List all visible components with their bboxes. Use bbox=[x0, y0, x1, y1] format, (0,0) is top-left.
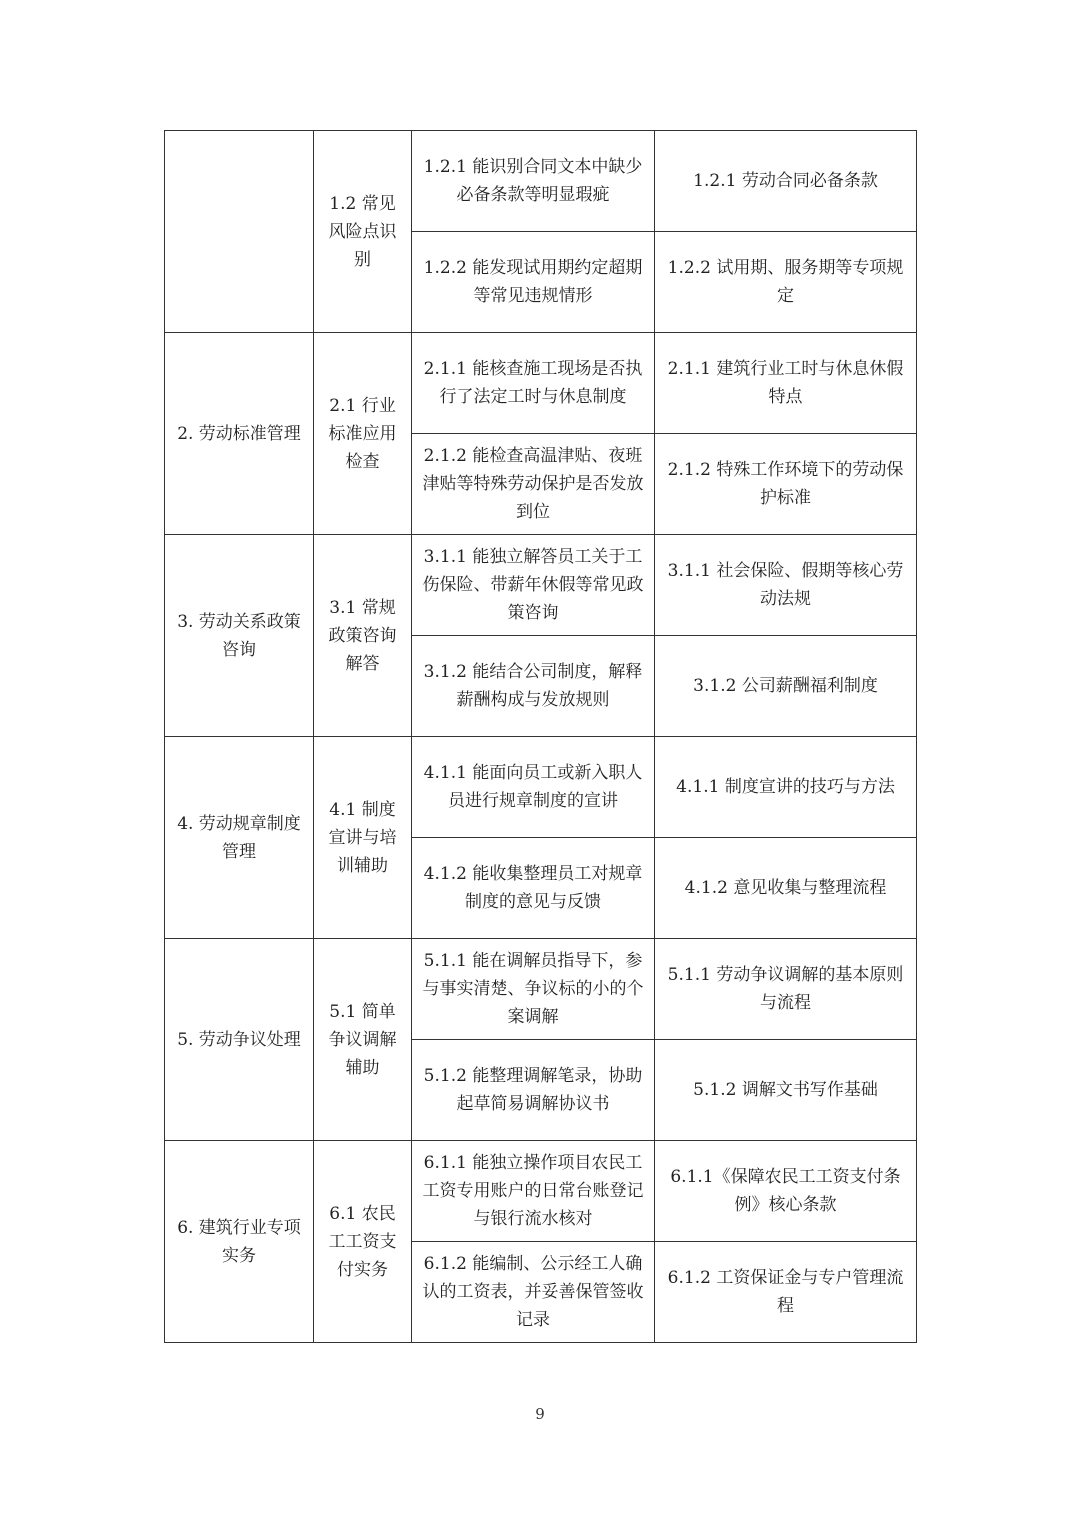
skill-requirement-cell: 2.1.1 能核查施工现场是否执行了法定工时与休息制度 bbox=[412, 333, 655, 434]
skill-requirement-cell: 2.1.2 能检查高温津贴、夜班津贴等特殊劳动保护是否发放到位 bbox=[412, 434, 655, 535]
function-cell: 5. 劳动争议处理 bbox=[165, 939, 314, 1141]
skill-requirement-cell: 6.1.1 能独立操作项目农民工工资专用账户的日常台账登记与银行流水核对 bbox=[412, 1141, 655, 1242]
related-knowledge-cell: 1.2.1 劳动合同必备条款 bbox=[655, 131, 917, 232]
related-knowledge-cell: 1.2.2 试用期、服务期等专项规定 bbox=[655, 232, 917, 333]
table-row bbox=[165, 939, 917, 1040]
skill-requirement-cell: 3.1.2 能结合公司制度，解释薪酬构成与发放规则 bbox=[412, 636, 655, 737]
related-knowledge-cell: 2.1.2 特殊工作环境下的劳动保护标准 bbox=[655, 434, 917, 535]
skill-requirement-cell: 4.1.1 能面向员工或新入职人员进行规章制度的宣讲 bbox=[412, 737, 655, 838]
function-cell bbox=[165, 131, 314, 333]
skill-requirement-cell: 3.1.1 能独立解答员工关于工伤保险、带薪年休假等常见政策咨询 bbox=[412, 535, 655, 636]
work-content-cell: 5.1 简单争议调解辅助 bbox=[314, 939, 412, 1141]
skill-requirement-cell: 6.1.2 能编制、公示经工人确认的工资表，并妥善保管签收记录 bbox=[412, 1242, 655, 1343]
work-content-cell: 3.1 常规政策咨询解答 bbox=[314, 535, 412, 737]
skill-requirement-cell: 5.1.1 能在调解员指导下，参与事实清楚、争议标的小的个案调解 bbox=[412, 939, 655, 1040]
table-row bbox=[165, 131, 917, 232]
table-row bbox=[165, 1141, 917, 1242]
function-cell: 2. 劳动标准管理 bbox=[165, 333, 314, 535]
related-knowledge-cell: 3.1.2 公司薪酬福利制度 bbox=[655, 636, 917, 737]
related-knowledge-cell: 3.1.1 社会保险、假期等核心劳动法规 bbox=[655, 535, 917, 636]
work-content-cell: 4.1 制度宣讲与培训辅助 bbox=[314, 737, 412, 939]
skill-requirement-cell: 1.2.1 能识别合同文本中缺少必备条款等明显瑕疵 bbox=[412, 131, 655, 232]
table-row bbox=[165, 535, 917, 636]
skill-requirement-cell: 1.2.2 能发现试用期约定超期等常见违规情形 bbox=[412, 232, 655, 333]
skill-standard-table bbox=[164, 130, 917, 1343]
related-knowledge-cell: 6.1.1《保障农民工工资支付条例》核心条款 bbox=[655, 1141, 917, 1242]
related-knowledge-cell: 4.1.2 意见收集与整理流程 bbox=[655, 838, 917, 939]
work-content-cell: 6.1 农民工工资支付实务 bbox=[314, 1141, 412, 1343]
related-knowledge-cell: 6.1.2 工资保证金与专户管理流程 bbox=[655, 1242, 917, 1343]
work-content-cell: 2.1 行业标准应用检查 bbox=[314, 333, 412, 535]
function-cell: 4. 劳动规章制度管理 bbox=[165, 737, 314, 939]
skill-requirement-cell: 4.1.2 能收集整理员工对规章制度的意见与反馈 bbox=[412, 838, 655, 939]
related-knowledge-cell: 5.1.1 劳动争议调解的基本原则与流程 bbox=[655, 939, 917, 1040]
related-knowledge-cell: 5.1.2 调解文书写作基础 bbox=[655, 1040, 917, 1141]
function-cell: 6. 建筑行业专项实务 bbox=[165, 1141, 314, 1343]
related-knowledge-cell: 4.1.1 制度宣讲的技巧与方法 bbox=[655, 737, 917, 838]
related-knowledge-cell: 2.1.1 建筑行业工时与休息休假特点 bbox=[655, 333, 917, 434]
function-cell: 3. 劳动关系政策咨询 bbox=[165, 535, 314, 737]
table-row bbox=[165, 333, 917, 434]
work-content-cell: 1.2 常见风险点识别 bbox=[314, 131, 412, 333]
table-row bbox=[165, 737, 917, 838]
skill-requirement-cell: 5.1.2 能整理调解笔录，协助起草简易调解协议书 bbox=[412, 1040, 655, 1141]
page-number: 9 bbox=[535, 1405, 545, 1423]
